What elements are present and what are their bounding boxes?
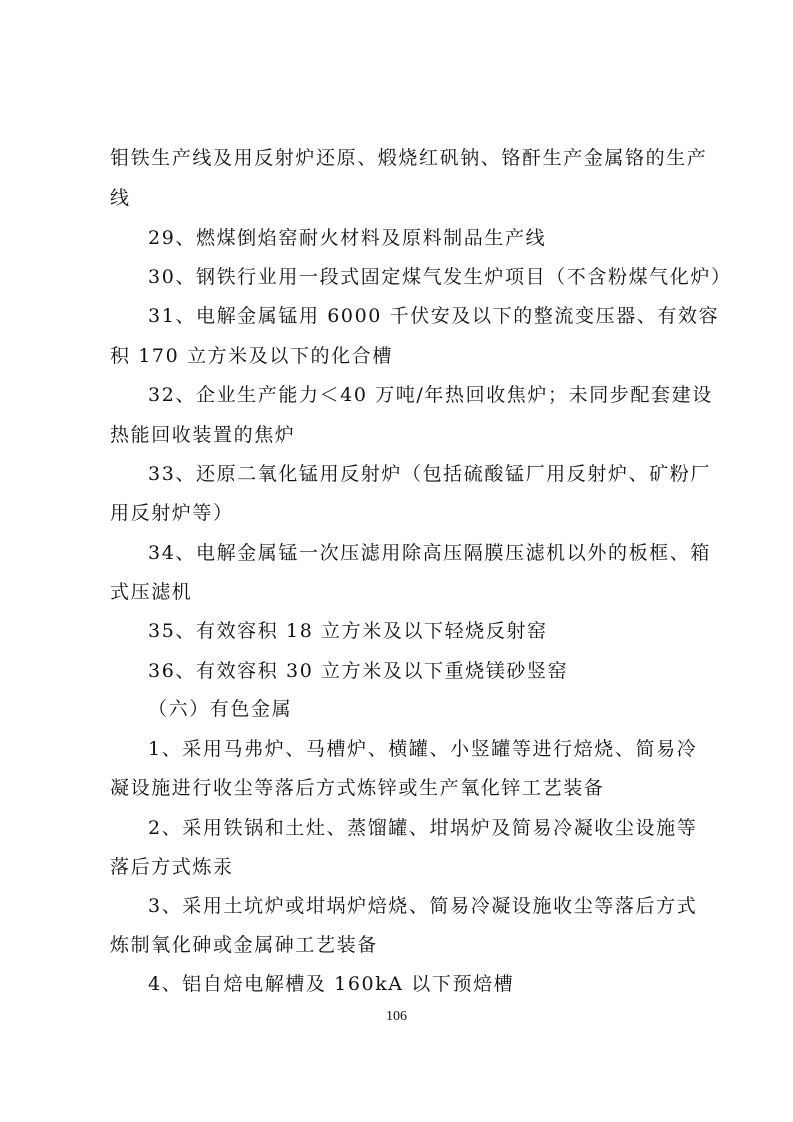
item-30: 30、钢铁行业用一段式固定煤气发生炉项目（不含粉煤气化炉） — [148, 266, 732, 288]
item-34-line-2: 式压滤机 — [110, 581, 193, 603]
item-36: 36、有效容积 30 立方米及以下重烧镁砂竖窑 — [148, 660, 569, 682]
item-34-line-1: 34、电解金属锰一次压滤用除高压隔膜压滤机以外的板框、箱 — [148, 542, 711, 564]
nonferrous-item-2-line-1: 2、采用铁锅和土灶、蒸馏罐、坩埚炉及简易冷凝收尘设施等 — [148, 817, 698, 839]
item-33-line-2: 用反射炉等） — [110, 502, 234, 524]
item-29: 29、燃煤倒焰窑耐火材料及原料制品生产线 — [148, 227, 547, 249]
item-32-line-2: 热能回收装置的焦炉 — [110, 424, 296, 446]
item-31-line-2: 积 170 立方米及以下的化合槽 — [110, 345, 393, 367]
nonferrous-item-3-line-1: 3、采用土坑炉或坩埚炉焙烧、简易冷凝设施收尘等落后方式 — [148, 895, 698, 917]
item-32-line-1: 32、企业生产能力＜40 万吨/年热回收焦炉；未同步配套建设 — [148, 384, 713, 406]
page-number: 106 — [386, 1009, 407, 1024]
item-35: 35、有效容积 18 立方米及以下轻烧反射窑 — [148, 620, 548, 642]
nonferrous-item-4: 4、铝自焙电解槽及 160kA 以下预焙槽 — [148, 973, 515, 995]
item-31-line-1: 31、电解金属锰用 6000 千伏安及以下的整流变压器、有效容 — [148, 305, 720, 327]
item-33-line-1: 33、还原二氧化锰用反射炉（包括硫酸锰厂用反射炉、矿粉厂 — [148, 463, 711, 485]
section-heading-nonferrous-metals: （六）有色金属 — [148, 698, 293, 720]
text-line-2: 线 — [110, 187, 131, 209]
nonferrous-item-1-line-1: 1、采用马弗炉、马槽炉、横罐、小竖罐等进行焙烧、简易冷 — [148, 738, 698, 760]
nonferrous-item-1-line-2: 凝设施进行收尘等落后方式炼锌或生产氧化锌工艺装备 — [110, 777, 605, 799]
nonferrous-item-2-line-2: 落后方式炼汞 — [110, 856, 234, 878]
text-line-1: 钼铁生产线及用反射炉还原、煅烧红矾钠、铬酐生产金属铬的生产 — [110, 147, 708, 169]
nonferrous-item-3-line-2: 炼制氧化砷或金属砷工艺装备 — [110, 934, 378, 956]
